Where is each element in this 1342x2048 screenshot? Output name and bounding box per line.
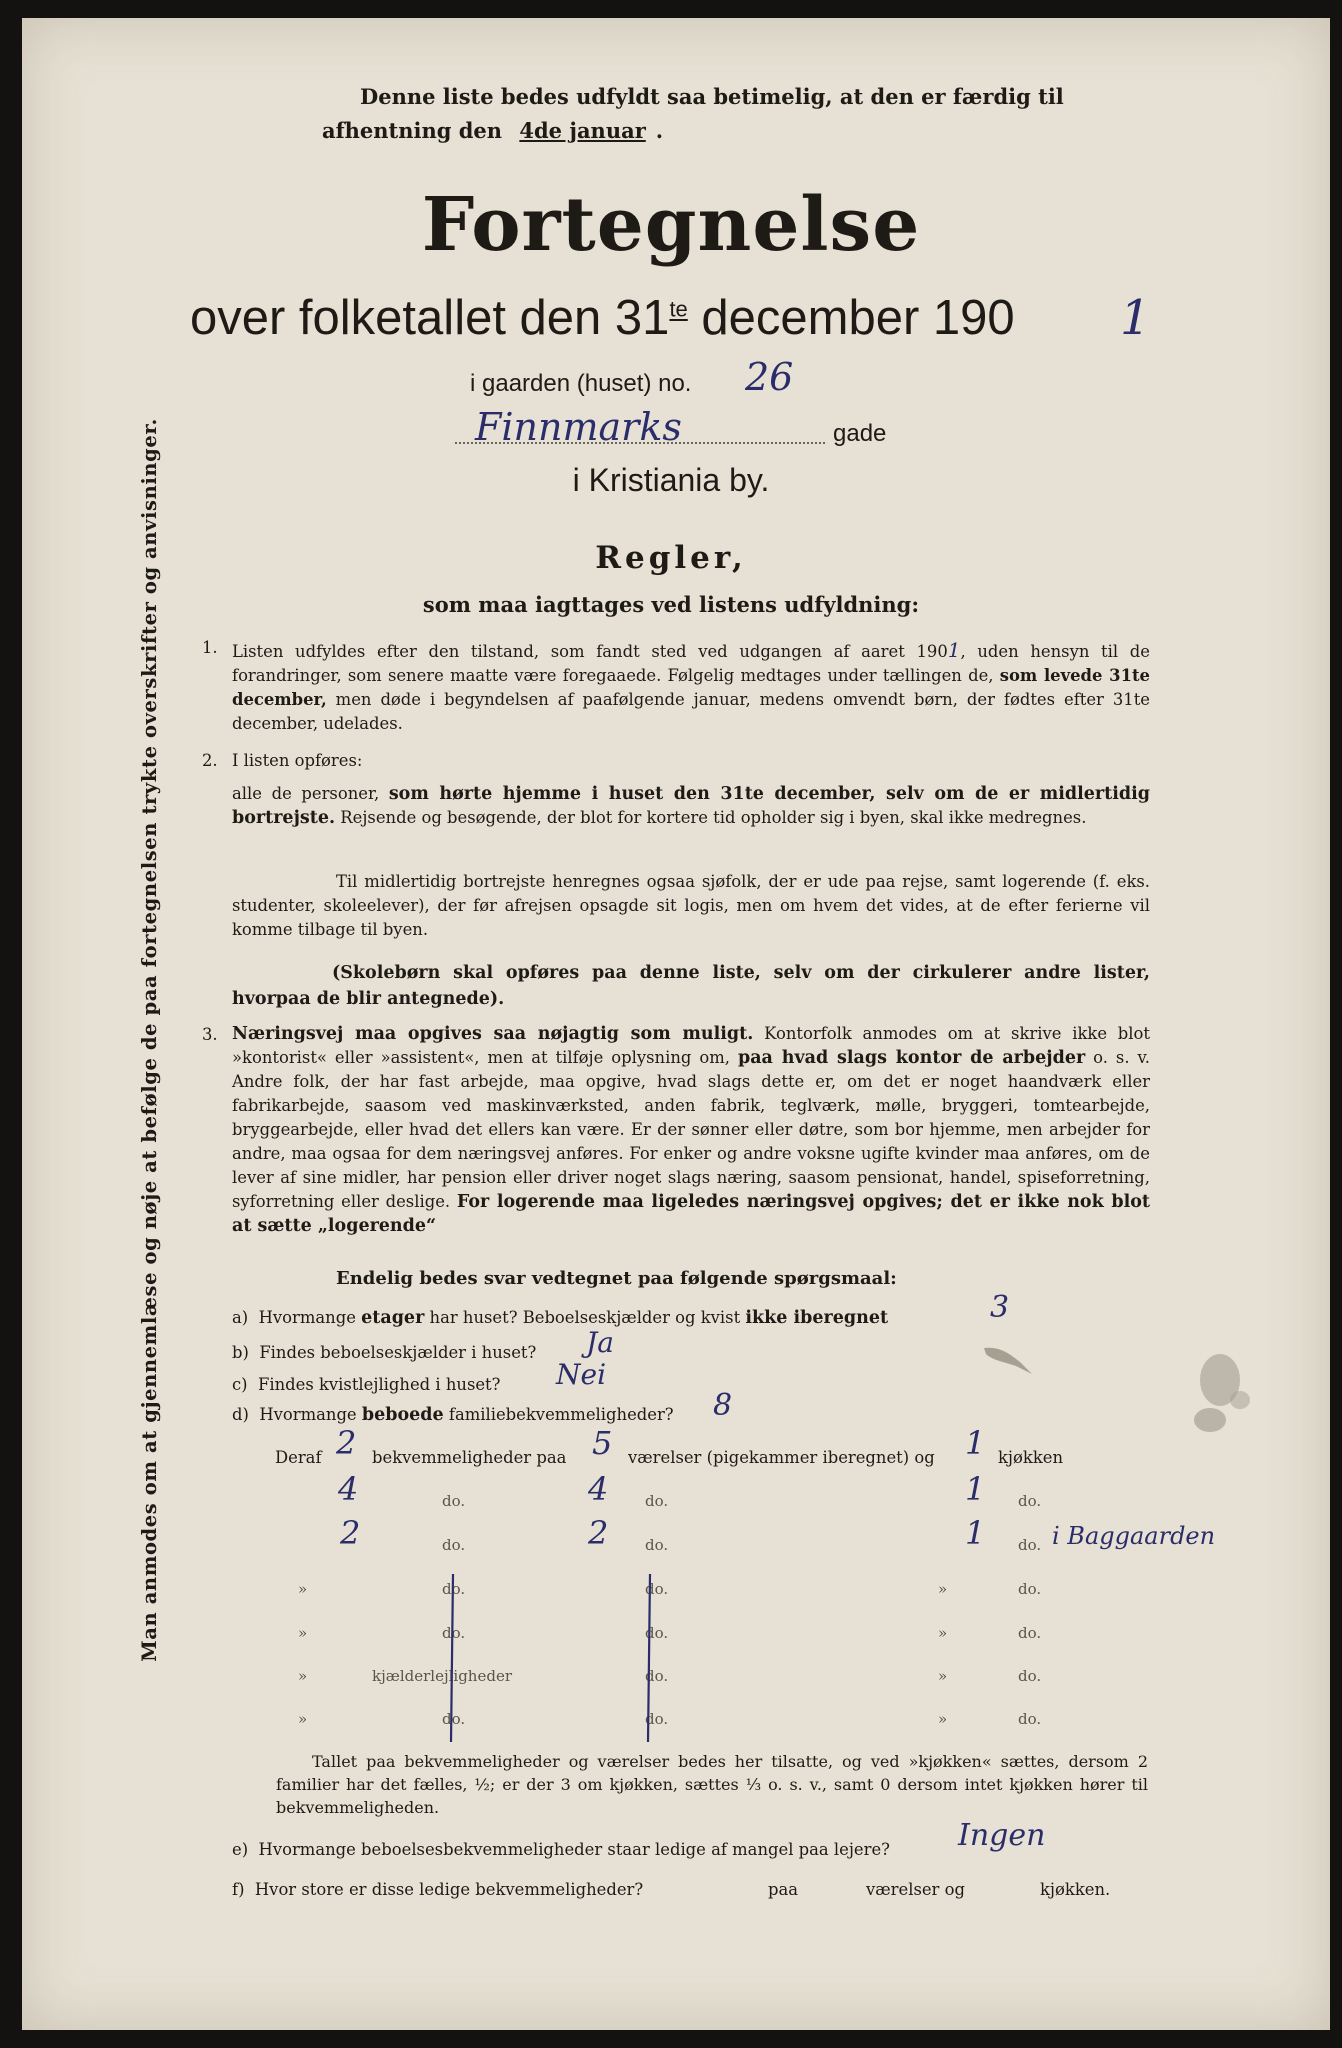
ink-smudge [1170, 1340, 1270, 1450]
question-a: a) Hvormange etager har huset? Beboelseskjælder og kvist ikke iberegnet [232, 1308, 889, 1328]
rule-3: Næringsvej maa opgives saa nøjagtig som muligt. Kontorfolk anmodes om at skrive ikke blot »kontorist« eller »assistent«, men at tilføje oplysning om, paa hvad slags kontor de arbejder o. s. v. Andre folk, der har fast arbejde, maa opgive, hvad slags dette er, om det er noget haandværk eller fabrikarbejde, saasom ved maskinværksted, anden fabrik, teglværk, mølle, bryggeri, tomtearbejde, bryggearbejde, eller hvad det ellers kan være. Er der sønner eller døtre, som bor hjemme, men arbejder for andre, maa ogsaa for dem næringsvej anføres. For enker og andre voksne ugifte kvinder maa anføres, om de lever af sine midler, har pension eller driver noget slags næring, saasom pensionat, handel, spiseforretning, syforretning eller deslige. For logerende maa ligeledes næringsvej opgives; det er ikke nok blot at sætte „logerende“ [232, 1024, 1151, 1236]
table-col-vaer: værelser (pigekammer iberegnet) og [628, 1448, 935, 1467]
answer-b: Ja [586, 1326, 614, 1359]
pen-strokes [430, 1570, 670, 1750]
ditto: do. [1018, 1624, 1042, 1642]
table-col-kjok: kjøkken [998, 1448, 1064, 1467]
ditto: do. [442, 1492, 466, 1510]
question-f-paa: paa [768, 1880, 799, 1899]
questions-heading: Endelig bedes svar vedtegnet paa følgende spørgsmaal: [336, 1268, 897, 1289]
question-f-kjok: kjøkken. [1040, 1880, 1111, 1899]
table-row-bekv: 2 [336, 1424, 357, 1462]
year-handwritten: 1 [1120, 290, 1151, 346]
ditto: do. [645, 1580, 669, 1598]
street-suffix: gade [833, 420, 887, 447]
pickup-date: 4de januar [519, 118, 646, 143]
ditto-mark: » [938, 1624, 948, 1642]
rules-subheading: som maa iagttages ved listens udfyldning: [422, 592, 920, 617]
question-e: e) Hvormange beboelsesbekvemmeligheder staar ledige af mangel paa lejere? [232, 1840, 890, 1859]
ditto-mark: » [938, 1710, 948, 1728]
answer-d: 8 [713, 1388, 733, 1423]
sidebar-instruction: Man anmodes om at gjennemlæse og nøje at befølge de paa fortegnelsen trykte overskrifter og anvisninger. [138, 418, 161, 1662]
rule-2-intro: I listen opføres: [232, 751, 363, 770]
ditto: do. [1018, 1536, 1042, 1554]
ditto-mark: » [938, 1667, 948, 1685]
rules-heading: Regler, [595, 540, 747, 576]
ditto-mark: » [298, 1667, 308, 1685]
table-row-vaer: 2 [588, 1514, 609, 1552]
table-row-kjok: 1 [965, 1470, 986, 1508]
question-b: b) Findes beboelseskjælder i huset? [232, 1343, 537, 1362]
ditto: do. [645, 1492, 669, 1510]
subtitle: over folketallet den $31^{te}$ december 190 [190, 291, 1015, 345]
notice-line-2: afhentning den 4de januar . [322, 118, 664, 143]
ditto-mark: » [298, 1580, 308, 1598]
question-d: d) Hvormange beboede familiebekvemmeligheder? [232, 1405, 674, 1425]
page-title: Fortegnelse [421, 182, 921, 268]
rule-2-body: alle de personer, som hørte hjemme i huset den 31te december, selv om de er midlertidig bortrejste. Rejsende og besøgende, der blot for kortere tid opholder sig i byen, skal ikke medregnes. [232, 784, 1150, 828]
ditto: do. [645, 1710, 669, 1728]
ditto: do. [1018, 1667, 1042, 1685]
ditto: do. [1018, 1710, 1042, 1728]
ditto: do. [442, 1536, 466, 1554]
ditto: do. [442, 1580, 466, 1598]
ditto: do. [645, 1624, 669, 1642]
question-f-vaer: værelser og [866, 1880, 965, 1899]
ditto: do. [1018, 1492, 1042, 1510]
table-row-vaer: 5 [592, 1424, 613, 1462]
answer-e: Ingen [958, 1818, 1046, 1853]
ditto: do. [442, 1624, 466, 1642]
rule-2-schoolchildren: (Skolebørn skal opføres paa denne liste, selv om der cirkulerer andre lister, hvorpaa de blir antegnede). [232, 963, 1150, 1009]
ditto: do. [1018, 1580, 1042, 1598]
city: i Kristiania by. [572, 462, 770, 498]
table-row-bekv: 4 [338, 1470, 359, 1508]
tallet-note: Tallet paa bekvemmeligheder og værelser bedes her tilsatte, og ved »kjøkken« sættes, dersom 2 familier har det fælles, ½; er der 3 om kjøkken, sættes ⅓ o. s. v., samt 0 dersom intet kjøkken hører til bekvemmeligheden. [276, 1752, 1148, 1817]
table-row-bekv: 2 [340, 1514, 361, 1552]
answer-c: Nei [556, 1358, 607, 1391]
table-row-vaer: 4 [588, 1470, 609, 1508]
notice-line-1: Denne liste bedes udfyldt saa betimelig, at den er færdig til [360, 84, 1064, 109]
ditto: do. [442, 1710, 466, 1728]
ditto-mark: » [938, 1580, 948, 1598]
ditto: do. [645, 1667, 669, 1685]
question-c: c) Findes kvistlejlighed i huset? [232, 1375, 501, 1394]
ditto-mark: » [298, 1624, 308, 1642]
house-number: 26 [745, 355, 794, 399]
rule-3-number: 3. [202, 1025, 218, 1044]
table-row-kjok: 1 [965, 1514, 986, 1552]
table-col-bekv: bekvemmeligheder paa [372, 1448, 567, 1467]
street-name: Finnmarks [475, 405, 682, 449]
ditto: do. [645, 1536, 669, 1554]
rule-1-number: 1. [202, 638, 218, 657]
question-f: f) Hvor store er disse ledige bekvemmeligheder? [232, 1880, 644, 1899]
table-row-note: i Baggaarden [1052, 1522, 1216, 1550]
table-deraf: Deraf [275, 1448, 322, 1467]
answer-a: 3 [990, 1290, 1010, 1325]
rule-2-number: 2. [202, 751, 218, 770]
ditto-mark: » [298, 1710, 308, 1728]
kjaelder-label: kjælderlejligheder [372, 1667, 512, 1685]
house-label: i gaarden (huset) no. [470, 370, 692, 397]
rule-1: Listen udfyldes efter den tilstand, som fandt sted ved udgangen af aaret 1901, uden hensyn til de forandringer, som senere maatte være foregaaede. Følgelig medtages under tællingen de, som levede 31te december, men døde i begyndelsen af paafølgende januar, medens omvendt børn, der fødtes efter 31te december, udelades. [232, 638, 1151, 733]
rule-2-note: Til midlertidig bortrejste henregnes ogsaa sjøfolk, der er ude paa rejse, samt logerende (f. eks. studenter, skoleelever), der før afrejsen opsagde sit logis, men om hvem det vides, at de efter ferierne vil komme tilbage til byen. [232, 872, 1150, 939]
ink-blot [980, 1340, 1040, 1380]
table-row-kjok: 1 [965, 1424, 986, 1462]
